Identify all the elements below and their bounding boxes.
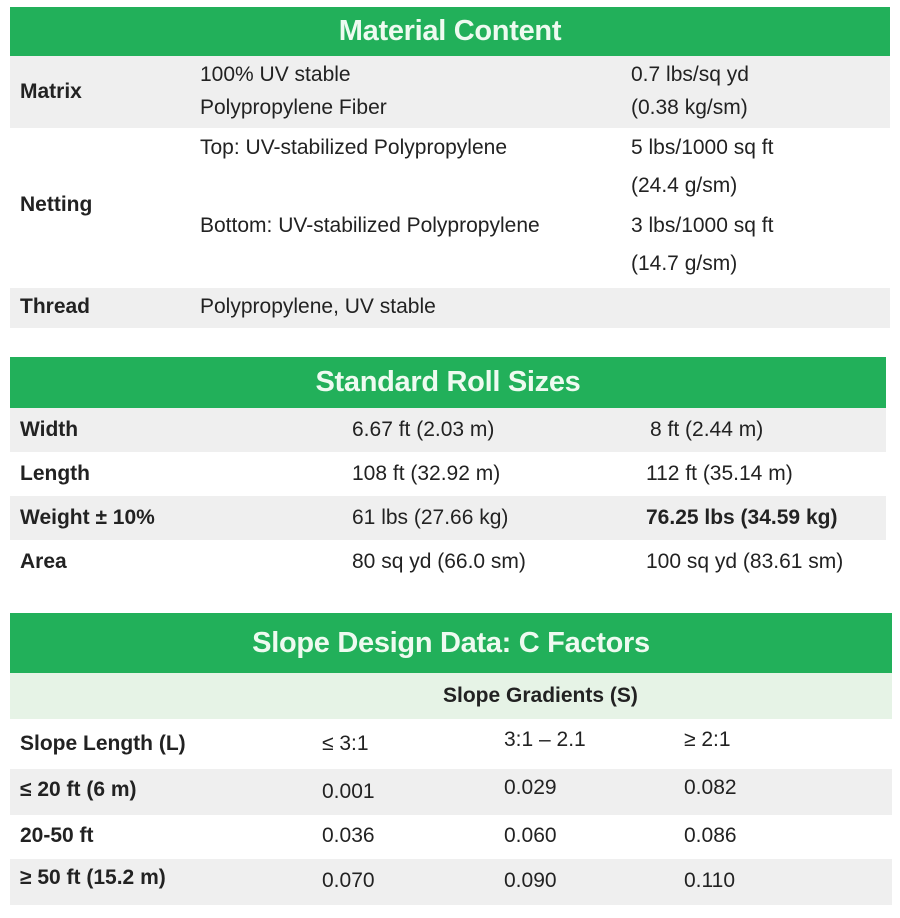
netting-bottom-value-line1: 3 lbs/1000 sq ft bbox=[631, 214, 774, 237]
value-cell: 0.090 bbox=[504, 869, 557, 892]
table-row bbox=[10, 815, 892, 859]
row-label: Thread bbox=[20, 295, 91, 318]
row-label: Netting bbox=[20, 193, 93, 216]
column-header: ≥ 2:1 bbox=[684, 728, 731, 751]
value-cell: 0.036 bbox=[322, 824, 375, 847]
subheader-label: Slope Gradients (S) bbox=[443, 684, 638, 707]
netting-top-value-line2: (24.4 g/sm) bbox=[631, 174, 738, 197]
row-label: ≥ 50 ft (15.2 m) bbox=[20, 866, 166, 889]
table-row-netting bbox=[10, 128, 890, 288]
table-row bbox=[10, 769, 892, 815]
column-header: 3:1 – 2.1 bbox=[504, 728, 586, 751]
column-header: ≤ 3:1 bbox=[322, 732, 369, 755]
row-label: 20-50 ft bbox=[20, 824, 94, 847]
value-col2: 8 ft (2.44 m) bbox=[650, 418, 764, 441]
value-cell: 0.086 bbox=[684, 824, 737, 847]
row-label: ≤ 20 ft (6 m) bbox=[20, 778, 137, 801]
netting-top-description: Top: UV-stabilized Polypropylene bbox=[200, 136, 508, 159]
material-content-table bbox=[10, 7, 890, 328]
value-cell: 0.082 bbox=[684, 776, 737, 799]
matrix-value-line2: (0.38 kg/sm) bbox=[631, 96, 748, 119]
netting-bottom-value-line2: (14.7 g/sm) bbox=[631, 252, 738, 275]
slope-design-header: Slope Design Data: C Factors bbox=[10, 613, 892, 673]
value-col1: 108 ft (32.92 m) bbox=[352, 462, 501, 485]
table-row bbox=[10, 859, 892, 905]
table-row-matrix bbox=[10, 56, 890, 128]
table-row bbox=[10, 452, 886, 496]
netting-bottom-description: Bottom: UV-stabilized Polypropylene bbox=[200, 214, 540, 237]
row-label: Length bbox=[20, 462, 90, 485]
value-cell: 0.110 bbox=[684, 869, 735, 892]
table-row bbox=[10, 496, 886, 540]
standard-roll-sizes-header: Standard Roll Sizes bbox=[10, 357, 886, 408]
row-label: Area bbox=[20, 550, 67, 573]
value-col1: 61 lbs (27.66 kg) bbox=[352, 506, 509, 529]
value-cell: 0.029 bbox=[504, 776, 557, 799]
row-label: Matrix bbox=[20, 80, 82, 103]
value-cell: 0.001 bbox=[322, 780, 375, 803]
value-col2: 112 ft (35.14 m) bbox=[646, 462, 793, 485]
table-header-row bbox=[10, 719, 892, 769]
material-content-header: Material Content bbox=[10, 7, 890, 56]
row-label: Slope Length (L) bbox=[20, 732, 186, 755]
slope-gradients-subheader bbox=[10, 673, 892, 719]
table-row bbox=[10, 540, 886, 584]
value-col2: 76.25 lbs (34.59 kg) bbox=[646, 506, 838, 529]
table-row bbox=[10, 408, 886, 452]
netting-top-value-line1: 5 lbs/1000 sq ft bbox=[631, 136, 774, 159]
value-cell: 0.070 bbox=[322, 869, 375, 892]
matrix-description-line2: Polypropylene Fiber bbox=[200, 96, 387, 119]
value-col2: 100 sq yd (83.61 sm) bbox=[646, 550, 844, 573]
row-label: Weight ± 10% bbox=[20, 506, 155, 529]
value-col1: 80 sq yd (66.0 sm) bbox=[352, 550, 526, 573]
slope-design-table bbox=[10, 613, 892, 905]
thread-description: Polypropylene, UV stable bbox=[200, 295, 436, 318]
matrix-value-line1: 0.7 lbs/sq yd bbox=[631, 63, 749, 86]
matrix-description-line1: 100% UV stable bbox=[200, 63, 351, 86]
standard-roll-sizes-table bbox=[10, 357, 886, 584]
row-label: Width bbox=[20, 418, 79, 441]
table-row-thread bbox=[10, 288, 890, 328]
value-cell: 0.060 bbox=[504, 824, 557, 847]
value-col1: 6.67 ft (2.03 m) bbox=[352, 418, 495, 441]
